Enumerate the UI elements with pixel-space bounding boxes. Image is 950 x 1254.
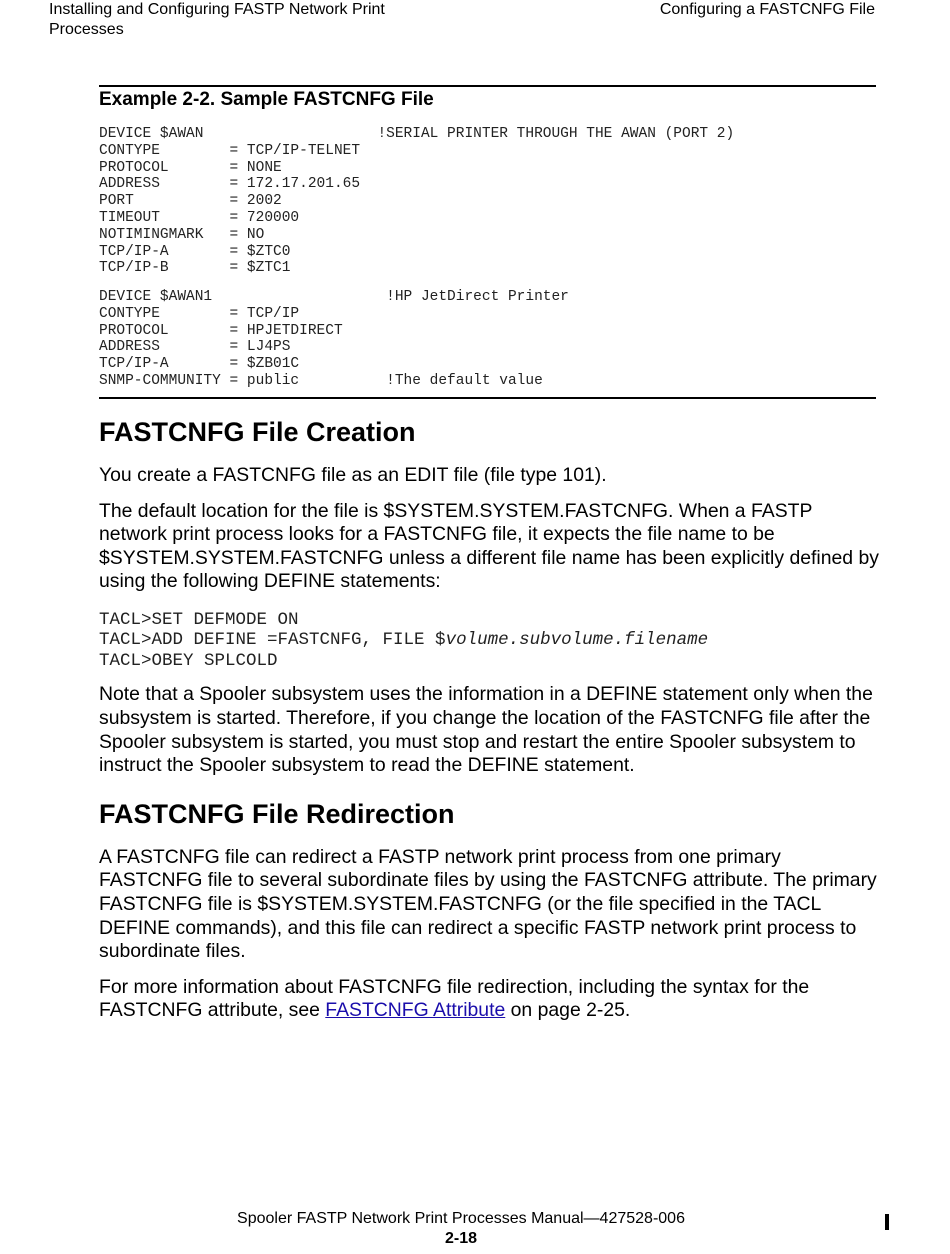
page-number: 2-18 (444, 1230, 478, 1247)
section-heading-creation: FASTCNFG File Creation (99, 417, 416, 447)
running-header-right: Configuring a FASTCNFG File (659, 1, 875, 18)
more-info-text-before: For more information about FASTCNFG file redirection, including the syntax for the FASTCNFG attribute, see (99, 975, 810, 1022)
more-info-text-after: on page 2-25. (505, 999, 631, 1022)
change-bar (885, 1214, 889, 1230)
code-block-awan1: DEVICE $AWAN1 !HP JetDirect Printer CONTYPE = TCP/IP PROTOCOL = HPJETDIRECT ADDRESS = LJ4PS TCP/IP-A = $ZB01C SNMP-COMMUNITY = public !The default value (99, 289, 569, 389)
main-content (99, 412, 879, 1023)
code-block-awan: DEVICE $AWAN !SERIAL PRINTER THROUGH THE AWAN (PORT 2) CONTYPE = TCP/IP-TELNET PROTOCOL = NONE ADDRESS = 172.17.201.65 PORT = 2002 TIMEOUT = 720000 NOTIMINGMARK = NO TCP/IP-A = $ZTC0 TCP/IP-B = $ZTC1 (99, 126, 735, 277)
tacl-line-3: TACL>OBEY SPLCOLD (99, 650, 278, 671)
tacl-line-2 (99, 630, 879, 651)
fastcnfg-attribute-link[interactable]: FASTCNFG Attribute (325, 999, 506, 1022)
example-bottom-rule (99, 397, 876, 399)
running-header-left: Installing and Configuring FASTP Network Print Processes (49, 1, 385, 38)
paragraph-file-type: You create a FASTCNFG file as an EDIT file (file type 101). (99, 464, 607, 486)
tacl-line-2-prefix: TACL>ADD DEFINE =FASTCNFG, FILE $ (99, 630, 446, 651)
tacl-line-1: TACL>SET DEFMODE ON (99, 609, 299, 630)
example-top-rule (99, 85, 876, 87)
paragraph-default-location: The default location for the file is $SYSTEM.SYSTEM.FASTCNFG. When a FASTP network print process looks for a FASTCNFG file, it expects the file name to be $SYSTEM.SYSTEM.FASTCNFG unless a different file name has been explicitly defined by using the following DEFINE statements: (99, 499, 879, 593)
manual-title: Spooler FASTP Network Print Processes Manual—427528-006 (237, 1210, 685, 1227)
paragraph-more-info (99, 976, 879, 1023)
section-heading-redirection: FASTCNFG File Redirection (99, 798, 455, 829)
paragraph-redirection: A FASTCNFG file can redirect a FASTP network print process from one primary FASTCNFG file to several subordinate files by using the FASTCNFG attribute. The primary FASTCNFG file is $SYSTEM.SYSTEM.FASTCNFG (or the file specified in the TACL DEFINE commands), and this file can redirect a specific FASTP network print process to subordinate files. (99, 845, 877, 963)
paragraph-define-note: Note that a Spooler subsystem uses the information in a DEFINE statement only when the subsystem is started. Therefore, if you change the location of the FASTCNFG file after the Spooler subsystem is started, you must stop and restart the entire Spooler subsystem to instruct the Spooler subsystem to read the DEFINE statement. (99, 683, 873, 777)
tacl-line-2-placeholder: volume.subvolume.filename (445, 630, 709, 651)
page-footer (0, 1209, 922, 1249)
example-title: Example 2-2. Sample FASTCNFG File (99, 89, 434, 110)
